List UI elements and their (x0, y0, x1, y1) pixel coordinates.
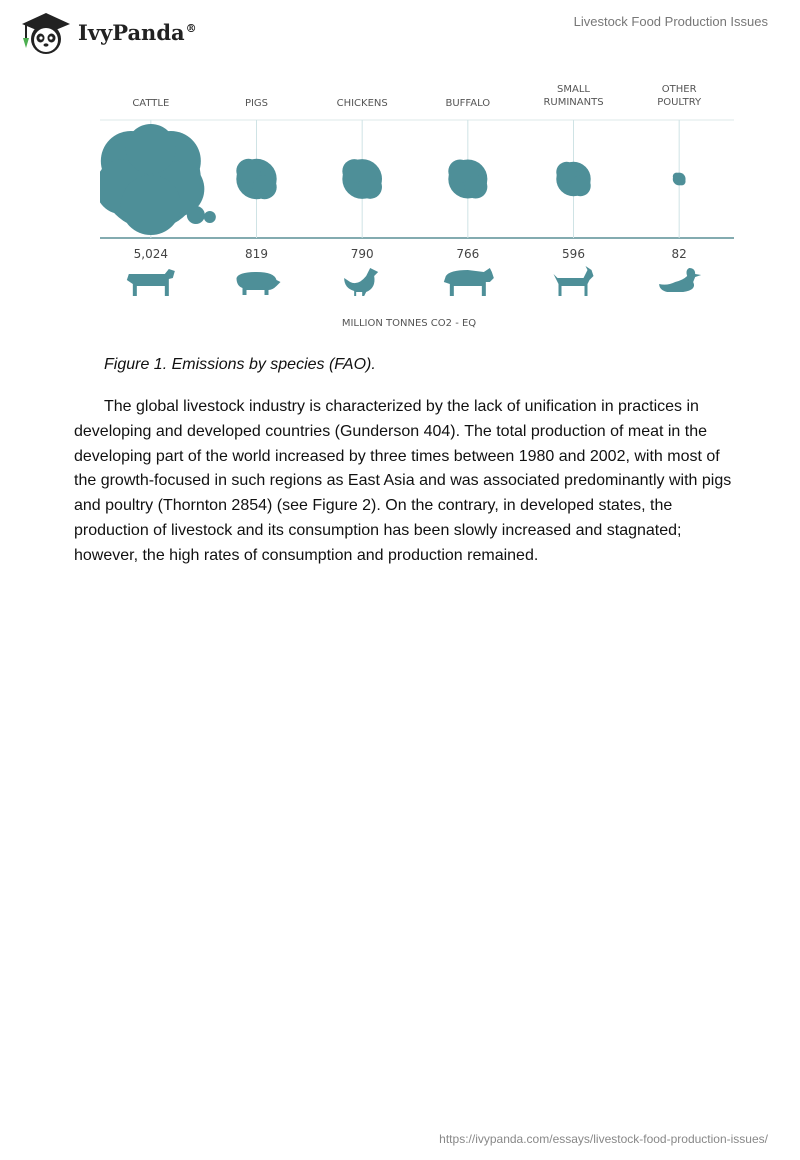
category-label: RUMINANTS (543, 97, 604, 108)
emissions-figure (100, 78, 734, 332)
emissions-chart (100, 78, 734, 332)
category-label: PIGS (244, 98, 269, 109)
body-paragraph: The global livestock industry is characterized by the lack of unification in practices in developing and developed countries (Gunderson 404). The total production of meat in the developing part of the world increased by three times between 1980 and 2002, with most of the growth-focused in such regions as East Asia and was associated predominantly with pigs and poultry (Thornton 2854) (see Figure 2). On the contrary, in developed states, the production of livestock and its consumption has been slowly increased and stagnated; however, the high rates of consumption and production remained. (74, 398, 732, 564)
value-label: 5,024 (133, 247, 169, 261)
value-label: 596 (562, 247, 585, 261)
emission-bubble (100, 124, 216, 235)
duck-icon (659, 268, 701, 292)
emission-bubble (556, 162, 590, 196)
unit-label: MILLION TONNES CO2 - EQ (341, 318, 477, 329)
panda-logo-icon (16, 8, 72, 56)
emission-bubble (236, 159, 276, 199)
emission-bubble (342, 159, 382, 199)
category-label: POULTRY (657, 97, 702, 108)
value-label: 82 (671, 247, 687, 261)
category-label: CHICKENS (336, 98, 388, 109)
buffalo-icon (444, 268, 494, 296)
cow-icon (127, 269, 175, 296)
brand-logo[interactable] (16, 8, 197, 56)
value-label: 819 (245, 247, 268, 261)
pig-icon (237, 272, 281, 295)
chicken-icon (344, 268, 378, 296)
goat-icon (554, 266, 594, 296)
category-label: BUFFALO (445, 98, 491, 109)
brand-name: IvyPanda® (78, 19, 197, 45)
footer-url[interactable]: https://ivypanda.com/essays/livestock-food-production-issues/ (439, 1132, 768, 1146)
category-label: OTHER (661, 84, 697, 95)
emission-bubble (448, 159, 487, 198)
value-label: 790 (350, 247, 374, 261)
value-label: 766 (456, 247, 480, 261)
running-title: Livestock Food Production Issues (573, 14, 768, 29)
category-label: SMALL (557, 84, 590, 95)
category-label: CATTLE (132, 98, 170, 109)
emission-bubble (673, 173, 686, 186)
figure-caption: Figure 1. Emissions by species (FAO). (104, 356, 376, 373)
